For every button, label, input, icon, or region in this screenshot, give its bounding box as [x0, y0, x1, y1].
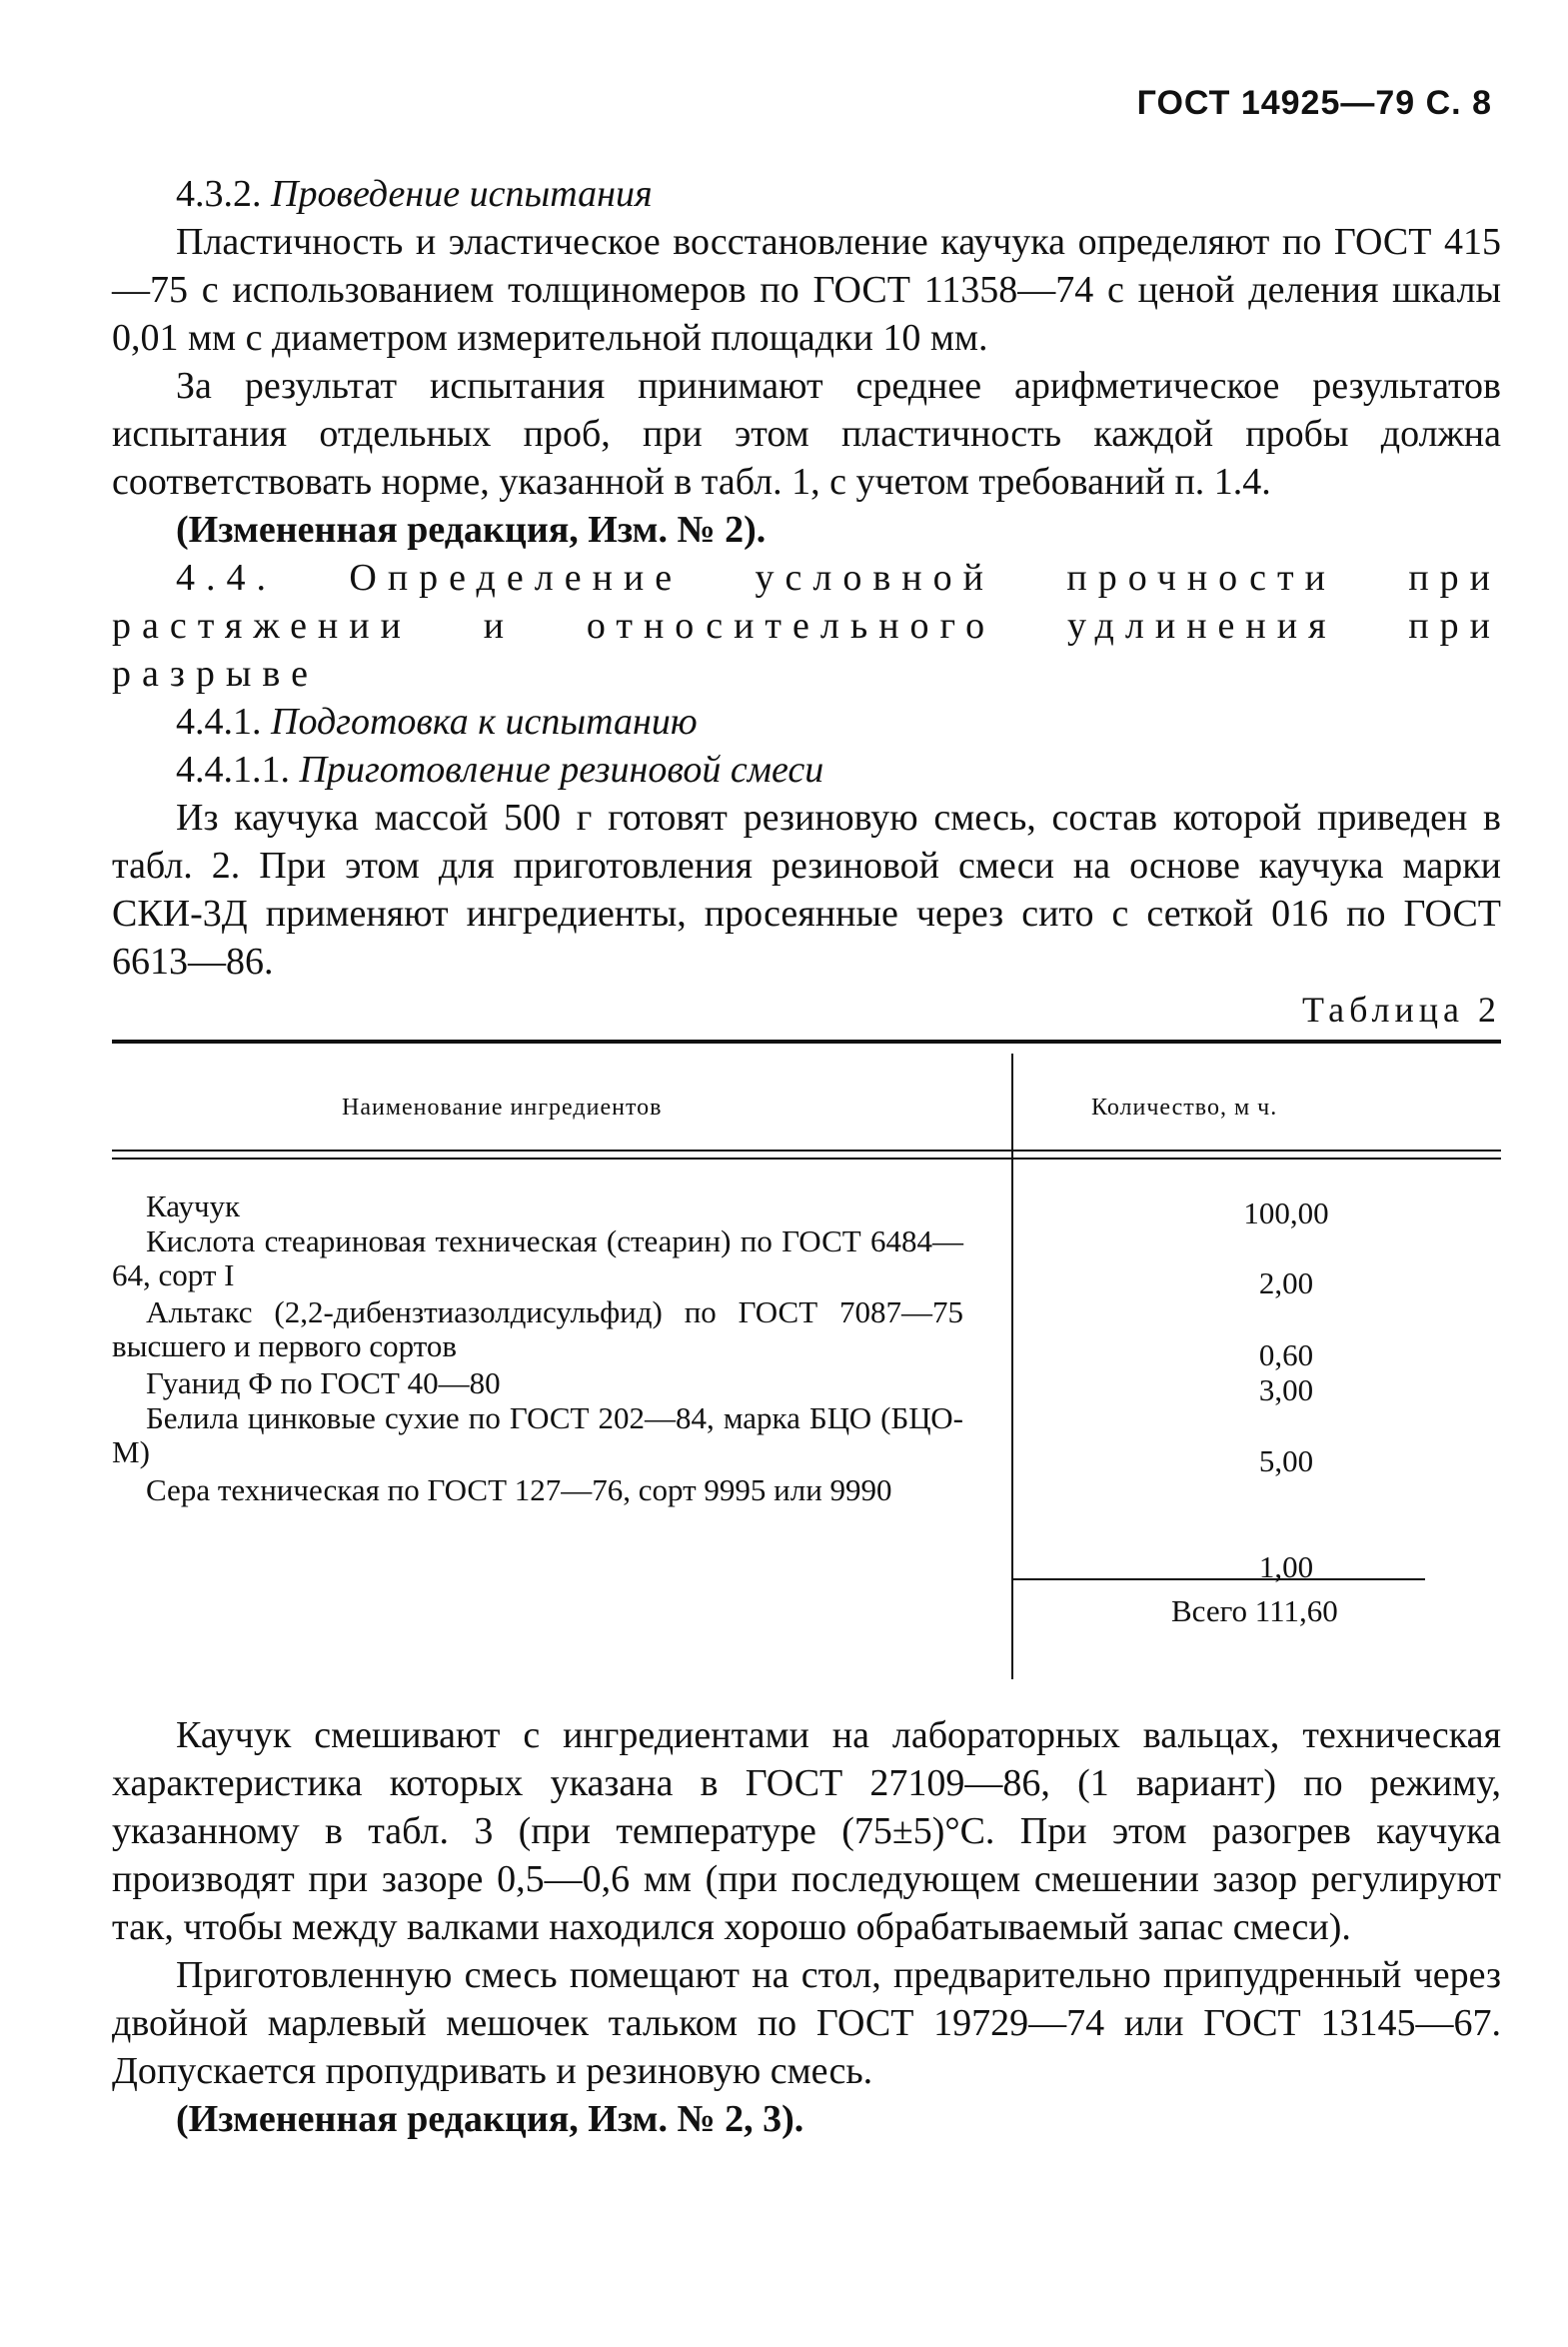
page-header: ГОСТ 14925—79 С. 8	[1136, 84, 1492, 122]
section-4-4-heading: 4.4. Определение условной прочности при растяжении и относительного удлинения при разрыве	[112, 557, 1501, 695]
section-number: 4.3.2.	[176, 173, 262, 215]
paragraph: Приготовленную смесь помещают на стол, предварительно припудренный через двойной марлевый мешочек тальком по ГОСТ 19729—74 или ГОСТ 13145—67. Допускается пропудривать и резиновую смесь.	[112, 1954, 1501, 2092]
table-total: Всего 111,60	[1171, 1593, 1338, 1628]
table-row-quantity: 1,00	[1258, 1549, 1314, 1584]
table-column-divider	[1011, 1054, 1013, 1679]
section-number: 4.4.1.1.	[176, 749, 290, 791]
amendment-note: (Измененная редакция, Изм. № 2, 3).	[176, 2098, 804, 2140]
paragraph: За результат испытания принимают среднее арифметическое результатов испытания отдельных проб, при этом пластичность каждой пробы должна соответствовать норме, указанной в табл. 1, с учетом требований п. 1.4.	[112, 365, 1501, 503]
table-row-quantity: 100,00	[1243, 1195, 1329, 1230]
paragraph: Пластичность и эластическое восстановление каучука определяют по ГОСТ 415—75 с использованием толщиномеров по ГОСТ 11358—74 с ценой деления шкалы 0,01 мм с диаметром измерительной площадки 10 мм.	[112, 221, 1501, 359]
column-header-name: Наименование ингредиентов	[342, 1095, 663, 1121]
table-row-name: Гуанид Ф по ГОСТ 40—80	[146, 1365, 501, 1400]
table-row-name: Сера техническая по ГОСТ 127—76, сорт 9995 или 9990	[146, 1472, 892, 1507]
table-row-quantity: 2,00	[1258, 1265, 1314, 1300]
section-number: 4.4.1.	[176, 701, 262, 743]
section-4-4-1-heading	[112, 698, 1501, 746]
paragraph: Из каучука массой 500 г готовят резиновую смесь, состав которой приведен в табл. 2. При этом для приготовления резиновой смеси на основе каучука марки СКИ-3Д применяют ингредиенты, просеянные через сито с сеткой 016 по ГОСТ 6613—86.	[112, 797, 1501, 983]
table-sum-rule	[1011, 1578, 1425, 1580]
table-row-quantity: 3,00	[1258, 1372, 1314, 1407]
table-header-rule	[112, 1158, 1501, 1160]
table-row-name: Кислота стеариновая техническая (стеарин) по ГОСТ 6484—64, сорт I	[112, 1223, 963, 1292]
section-4-4-1-1-heading	[112, 746, 1501, 794]
document-body	[112, 170, 1501, 2143]
table-row-name: Каучук	[146, 1188, 241, 1223]
section-title: Приготовление резиновой смеси	[299, 749, 824, 791]
section-4-3-2-heading	[112, 170, 1501, 218]
table-caption: Таблица 2	[1302, 990, 1501, 1030]
table-top-rule	[112, 1040, 1501, 1044]
table-row-quantity: 0,60	[1258, 1337, 1314, 1372]
amendment-note: (Измененная редакция, Изм. № 2).	[176, 509, 767, 551]
section-title: Подготовка к испытанию	[271, 701, 698, 743]
paragraph: Каучук смешивают с ингредиентами на лабораторных вальцах, техническая характеристика которых указана в ГОСТ 27109—86, (1 вариант) по режиму, указанному в табл. 3 (при температуре (75±5)°С. При этом разогрев каучука производят при зазоре 0,5—0,6 мм (при последующем смешении зазор регулируют так, чтобы между валками находился хорошо обрабатываемый запас смеси).	[112, 1714, 1501, 1948]
ingredients-table	[112, 1040, 1501, 1679]
table-row-name: Альтакс (2,2-дибензтиазолдисульфид) по ГОСТ 7087—75 высшего и первого сортов	[112, 1294, 963, 1363]
table-row-quantity: 5,00	[1258, 1443, 1314, 1478]
table-row-name: Белила цинковые сухие по ГОСТ 202—84, марка БЦО (БЦО-М)	[112, 1400, 963, 1469]
column-header-quantity: Количество, м ч.	[1091, 1095, 1278, 1121]
table-header-rule	[112, 1150, 1501, 1152]
section-title: Проведение испытания	[271, 173, 653, 215]
